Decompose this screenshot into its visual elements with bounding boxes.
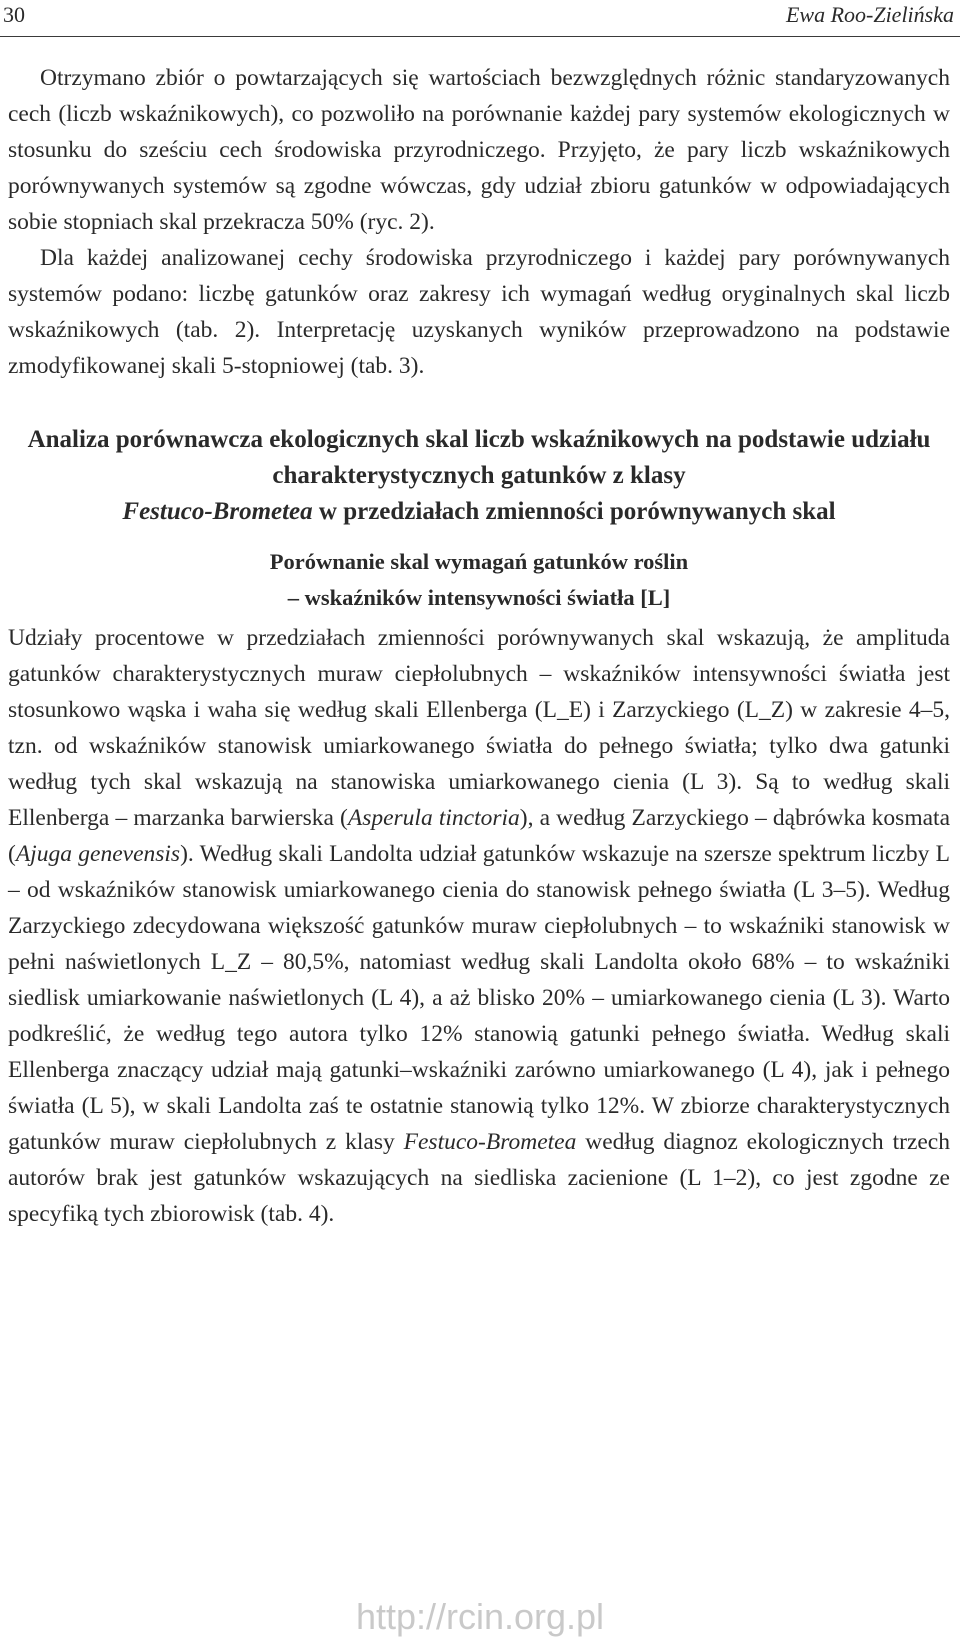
section-title bbox=[8, 422, 950, 530]
paragraph-3-text-4: według diagnoz ekologicznych trzech autorów brak jest gatunków wskazujących na siedliska zacienione (L 1–2), co jest zgodne ze specyfiką tych zbiorowisk (tab. 4). bbox=[8, 1129, 950, 1227]
page-number: 30 bbox=[3, 2, 25, 27]
subsection-title-line-1: Porównanie skal wymagań gatunków roślin bbox=[269, 549, 689, 574]
body-paragraph-1: Otrzymano zbiór o powtarzających się wartościach bezwzględnych różnic standaryzowanych cech (liczb wskaźnikowych), co pozwoliło na porównanie każdej pary systemów ekologicznych w stosunku do sześciu cech środowiska przyrodniczego. Przyjęto, że pary liczb wskaźnikowych porównywanych systemów są zgodne wówczas, gdy udział zbioru gatunków w odpowiadających sobie stopniach skal przekracza 50% (ryc. 2). bbox=[8, 65, 950, 235]
running-head-author: Ewa Roo-Zielińska bbox=[785, 2, 954, 27]
subsection-title bbox=[8, 544, 950, 616]
section-title-part-2: w przedziałach zmienności porównywanych skal bbox=[318, 498, 836, 525]
paragraph-3-text-1: Udziały procentowe w przedziałach zmienności porównywanych skal wskazują, że amplituda gatunków charakterystycznych muraw ciepłolubnych – wskaźników intensywności światła jest stosunkowo wąska i waha się według skali Ellenberga (L_E) i Zarzyckiego (L_Z) w zakresie 4–5, tzn. od wskaźników stanowisk umiarkowanego światła do pełnego światła; tylko dwa gatunki według tych skal wskazują na stanowiska umiarkowanego cienia (L 3). Są to według skali Ellenberga – marzanka barwierska ( bbox=[8, 625, 950, 831]
page-body bbox=[8, 60, 950, 1232]
paragraph-3-text-2: ), a według Zarzyckiego – dąbrówka kosmata ( bbox=[8, 805, 950, 867]
section-title-taxon: Festuco-Brometea bbox=[122, 498, 313, 525]
subsection-title-line-2: – wskaźników intensywności światła [L] bbox=[287, 585, 671, 610]
body-paragraph-2: Dla każdej analizowanej cechy środowiska przyrodniczego i każdej pary porównywanych systemów podano: liczbę gatunków oraz zakresy ich wymagań według oryginalnych skal liczb wskaźnikowych (tab. 2). Interpretację uzyskanych wyników przeprowadzono na podstawie zmodyfikowanej skali 5-stopniowej (tab. 3). bbox=[8, 245, 950, 379]
header-rule bbox=[0, 36, 960, 37]
footer-watermark-url: http://rcin.org.pl bbox=[355, 1596, 605, 1637]
paragraph-3-text-3: ). Według skali Landolta udział gatunków wskazuje na szersze spektrum liczby L – od wskaźników stanowisk umiarkowanego cienia do stanowisk pełnego światła (L 3–5). Według Zarzyckiego zdecydowana większość gatunków muraw ciepłolubnych – to wskaźniki stanowisk w pełni naświetlonych L_Z – 80,5%, natomiast według skali Landolta około 68% – to wskaźniki siedlisk umiarkowanie naświetlonych (L 4), a aż blisko 20% – umiarkowanego cienia (L 3). Warto podkreślić, że według tego autora tylko 12% stanowią gatunki pełnego światła. Według skali Ellenberga znaczący udział mają gatunki–wskaźniki zarówno umiarkowanego (L 4), jak i pełnego światła (L 5), w skali Landolta zaś te ostatnie stanowią tylko 12%. W zbiorze charakterystycznych gatunków muraw ciepłolubnych z klasy bbox=[8, 841, 950, 1155]
species-name-ajuga: Ajuga genevensis bbox=[15, 841, 181, 867]
species-name-asperula: Asperula tinctoria bbox=[347, 805, 520, 831]
section-title-part-1: Analiza porównawcza ekologicznych skal liczb wskaźnikowych na podstawie udziału charakterystycznych gatunków z klasy bbox=[27, 426, 931, 489]
page-header bbox=[0, 0, 960, 40]
body-paragraph-3 bbox=[8, 620, 950, 1232]
class-name-festuco-brometea: Festuco-Brometea bbox=[403, 1129, 577, 1155]
